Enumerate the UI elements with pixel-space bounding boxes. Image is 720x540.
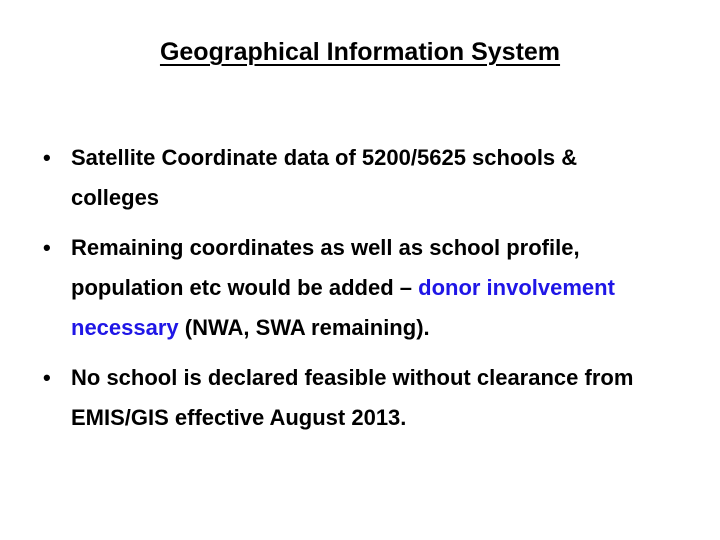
slide-title: Geographical Information System (159, 38, 561, 66)
bullet-text-continued: (NWA, SWA remaining). (178, 315, 430, 340)
highlighted-text: donor involvement necessary (71, 275, 615, 340)
bullet-dot-icon: • (43, 365, 51, 390)
bullet-text: No school is declared feasible without clearance from EMIS/GIS effective August 2013. (71, 365, 634, 430)
bullet-text: Remaining coordinates as well as school profile, population etc would be added – (71, 235, 580, 300)
bullet-dot-icon: • (43, 145, 51, 170)
bullet-list (40, 138, 660, 448)
bullet-item (40, 228, 660, 348)
bullet-dot-icon: • (43, 235, 51, 260)
bullet-item (40, 358, 660, 438)
bullet-text: Satellite Coordinate data of 5200/5625 schools & colleges (71, 145, 578, 210)
bullet-item (40, 138, 660, 218)
